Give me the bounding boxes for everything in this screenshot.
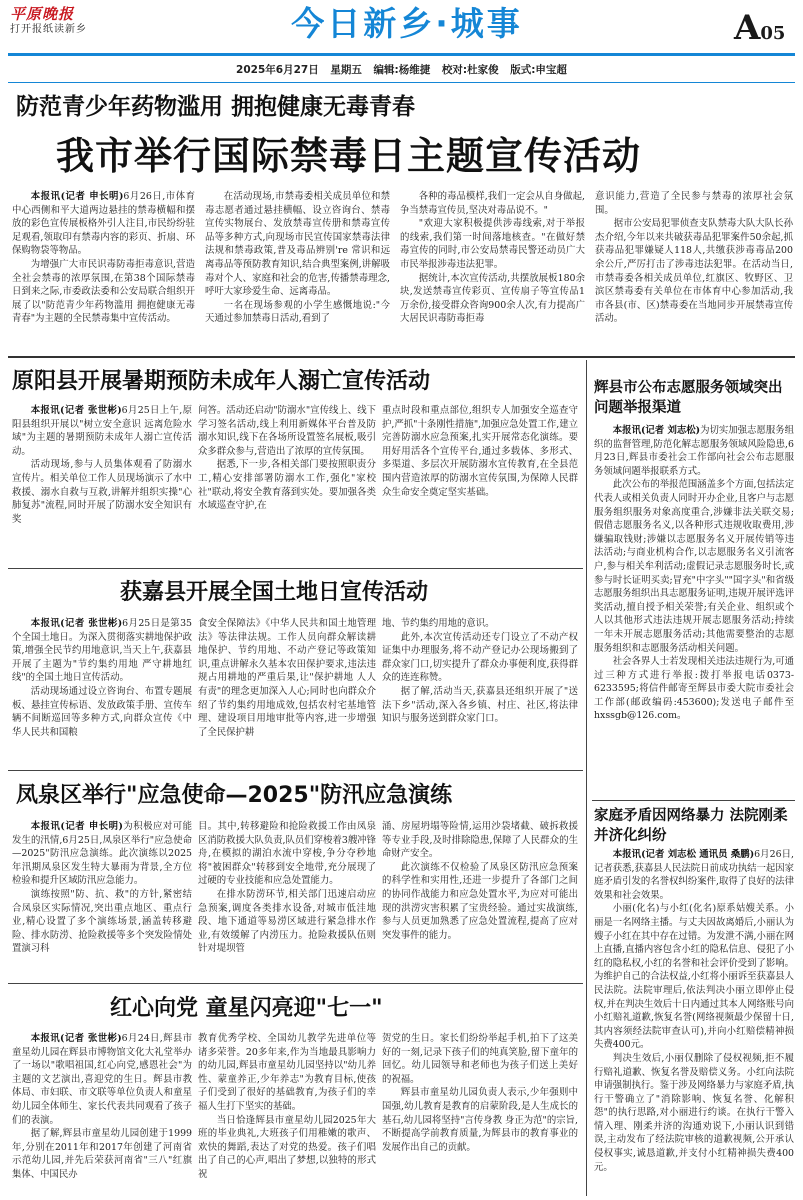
paragraph-text: 活动现场通过设立咨询台、布置专题展板、悬挂宣传标语、发放政策手册、宣传车辆不间断巡回等多种方式,向群众宣传《中华人民共和国粮 [12, 685, 192, 738]
paragraph [594, 655, 794, 723]
paragraph-text: 在排水防涝环节,相关部门迅速启动应急预案,调度各类排水设备,对城市低洼地段、地下通道等易涝区域进行紧急排水作业,有效缓解了内涝压力。抢险救援队伍则针对堤坝管 [198, 888, 376, 955]
issue-date: 2025年6月27日 [236, 64, 319, 76]
lead-column-4 [595, 190, 793, 350]
paragraph-text: 据统计,本次宣传活动,共摆放展板180余块,发送禁毒宣传彩页、宣传扇子等宣传品1万余份,接受群众咨询900余人次,有力提高广大居民识毒防毒拒毒 [400, 272, 585, 325]
paragraph [400, 272, 585, 326]
paragraph-text: 当日恰逢辉县市童星幼儿园2025年大班的毕业典礼,大班孩子们用稚嫩的歌声、欢快的舞蹈,表达了对党的热爱。孩子们唱出了自己的心声,唱出了梦想,以独特的形式祝 [198, 1114, 376, 1180]
yuanyang-column-3 [382, 404, 578, 564]
family-body [594, 848, 794, 1196]
paragraph [594, 478, 794, 655]
lead-kicker: 防范青少年药物滥用 拥抱健康无毒青春 [16, 93, 416, 120]
paragraph [382, 861, 578, 943]
section-title: 今日新乡·城事 [291, 4, 523, 43]
layout-credit: 版式:申宝超 [510, 64, 567, 76]
paragraph-text: 地、节约集约用地的意识。 [382, 618, 495, 629]
lead-column-2 [205, 190, 390, 350]
paragraph [198, 617, 376, 739]
sidebar-divider [586, 360, 587, 1196]
huixian-body [594, 424, 794, 794]
paragraph-text: "欢迎大家积极提供涉毒线索,对于举报的线索,我们第一时间落地核查。"在做好禁毒宣传的同时,市公安局禁毒民警还动员广大市民举报涉毒违法犯罪。 [400, 218, 585, 270]
paragraph-text: 食安全保障法》《中华人民共和国土地管理法》等法律法规。工作人员向群众解读耕地保护、节约用地、不动产登记等政策知识,重点讲解永久基本农田保护要求,违法违规占用耕地的严重后果,让"保护耕地 人人有责"的理念更加深入人心;同时也向群众介绍了节约集约用地成效,包括农村宅基地管理、建设项目用地审批等内容,进一步增强了全民保护耕 [198, 618, 376, 738]
paragraph-text: 6月26日,市体育中心西侧和平大道两边悬挂的禁毒横幅和摆放的彩色宣传展板格外引人注目,市民纷纷驻足观看,领取印有禁毒内容的彩页、折扇、环保购物袋等物品。 [12, 191, 195, 257]
hongxin-column-3 [382, 1032, 578, 1196]
paragraph [595, 190, 793, 217]
paragraph-text: 小丽(化名)与小红(化名)原系姑嫂关系。小丽是一名网络主播。与丈夫因故离婚后,小丽认为嫂子小红在其中存在过错。为发泄不满,小丽在网上直播,直播内容包含小红的隐私信息、侵犯了小红的隐私权,小红的名誉和社会评价受到了影响。为维护自己的合法权益,小红将小丽诉至获嘉县人民法院。法院审理后,依法判决小丽立即停止侵权,并在判决生效后十日内通过其本人网络账号向小红赔礼道歉,恢复名誉(网络视频最少保留十日,其内容须经法院审查认可),并向小红赔偿精神损失费400元。 [594, 903, 794, 1051]
lead-column-3 [400, 190, 585, 350]
dateline [0, 62, 803, 78]
paragraph [382, 617, 578, 631]
paragraph-text: 贺党的生日。家长们纷纷举起手机,拍下了这美好的一刻,记录下孩子们的纯真笑脸,留下童年的回忆。幼儿园领导和老师也为孩子们送上美好的祝福。 [382, 1033, 578, 1085]
paragraph-text: 此外,本次宣传活动还专门设立了不动产权证集中办理服务,将不动产登记办公现场搬到了群众家门口,切实提升了群众办事便利度,获得群众的连连称赞。 [382, 631, 578, 684]
paragraph [382, 685, 578, 726]
fengquan-column-3 [382, 820, 578, 980]
page-letter: A [734, 8, 761, 48]
lead-divider [8, 356, 795, 358]
huojia-column-1 [12, 617, 192, 767]
hongxin-headline: 红心向党 童星闪亮迎"七一" [110, 996, 383, 1021]
fengquan-headline: 凤泉区举行"应急使命—2025"防汛应急演练 [16, 783, 453, 808]
logo-name: 平原晚报 [10, 5, 75, 23]
paragraph-text: 重点时段和重点部位,组织专人加强安全巡查守护,严抓"十条刚性措施",加强应急处置工作,建立完善防溺水应急预案,扎实开展常态化演练。要用好用活各个宣传平台,通过多载体、多形式、多渠道、多层次开展防溺水宣传教育,在全县范围内营造浓厚的防溺水宣传氛围,为保障人民群众生命安全奠定坚实基础。 [382, 405, 578, 498]
huojia-headline: 获嘉县开展全国土地日宣传活动 [120, 580, 429, 605]
paragraph-text: 问答。活动还启动"防溺水"宣传线上、线下学习签名活动,线上利用新媒体平台普及防溺水知识,线下在各场所设置签名展板,吸引众多群众参与,营造出了浓厚的宣传氛围。 [198, 405, 376, 457]
paragraph-text: 意识能力,营造了全民参与禁毒的浓厚社会氛围。 [595, 191, 793, 216]
paragraph-text: 6月26日,记者获悉,获嘉县人民法院日前成功执结一起因家庭矛盾引发的名誉权纠纷案件,取得了良好的法律效果和社会效果。 [594, 849, 794, 901]
sidebar-item-divider [592, 800, 795, 801]
byline: 本报讯(记者 张世彬) [30, 618, 123, 629]
paragraph [12, 1127, 192, 1181]
paragraph [12, 820, 192, 888]
paragraph [594, 424, 794, 478]
paragraph-text: 目。其中,转移避险和抢险救援工作由凤泉区消防救援大队负责,队员们穿梭着3艘冲锋舟,在模拟的湖泊水流中穿梭,争分夺秒地将"被困群众"转移到安全地带,充分展现了过硬的专业技能和应急处置能力。 [198, 821, 376, 887]
byline: 本报讯(记者 张世彬) [30, 1033, 122, 1044]
huojia-divider [8, 770, 583, 771]
yuanyang-divider [8, 568, 583, 569]
yuanyang-column-1 [12, 404, 192, 564]
paragraph-text: 为积极应对可能发生的汛情,6月25日,凤泉区举行"应急使命—2025"防汛应急演练。此次演练以2025年汛期凤泉区发生特大暴雨为背景,全方位检验和提升区域防汛应急能力。 [12, 821, 192, 887]
paragraph-text: 一名在现场参观的小学生感慨地说:"今天通过参加禁毒日活动,看到了 [205, 299, 390, 325]
paragraph [594, 1052, 794, 1174]
issue-weekday: 星期五 [330, 64, 362, 76]
paragraph [382, 820, 578, 861]
paragraph [12, 617, 192, 685]
paragraph [400, 217, 585, 271]
paragraph-text: 6月25日上午,原阳县组织开展以"树立安全意识 远离危险水域"为主题的暑期预防未成年人溺亡宣传活动。 [12, 405, 192, 457]
fengquan-column-2 [198, 820, 376, 980]
paragraph-text: 教育优秀学校、全国幼儿教学先进单位等诸多荣誉。20多年来,作为当地最具影响力的幼儿园,辉县市童星幼儿园坚持以"幼儿养性、蒙童养正,少年养志"为教育目标,使孩子们受到了很好的基础教育,为孩子们的幸福人生打下坚实的基础。 [198, 1033, 376, 1112]
page-number [734, 10, 798, 46]
paragraph-text: 社会各界人士若发现相关违法违规行为,可通过三种方式进行举报:拨打举报电话0373-6233595;将信件邮寄至辉县市委大院市委社会工作部(邮政编码:453600);发送电子邮件至hxssgb@126.com。 [594, 656, 794, 722]
editor-credit: 编辑:杨维捷 [373, 64, 431, 76]
huojia-column-2 [198, 617, 376, 767]
paragraph [382, 1032, 578, 1086]
paragraph-text: 据悉,下一步,各相关部门要按照职责分工,精心安排部署防溺水工作,强化"家校社"联动,将安全教育落到实处。要加强各类水域巡查守护,在 [198, 459, 376, 512]
paragraph-text: 演练按照"防、抗、救"的方针,紧密结合凤泉区实际情况,突出重点地区、重点行业,精心设置了多个演练场景,涵盖转移避险、排水防涝、抢险救援等多个突发险情处置演习科 [12, 888, 192, 955]
paragraph [594, 848, 794, 902]
proof-credit: 校对:杜家俊 [441, 64, 499, 76]
byline: 本报讯(记者 申长明) [30, 821, 123, 832]
paragraph [382, 404, 578, 499]
hongxin-column-2 [198, 1032, 376, 1196]
yuanyang-headline: 原阳县开展暑期预防未成年人溺亡宣传活动 [12, 369, 431, 394]
paragraph-text: 活动现场,参与人员集体观看了防溺水宣传片。相关单位工作人员现场演示了水中救援、溺水自救与互救,讲解并组织实操"心肺复苏"流程,同时开展了防溺水安全知识有奖 [12, 459, 192, 525]
paragraph [12, 1032, 192, 1127]
paragraph-text: 为增强广大市民识毒防毒拒毒意识,营造全社会禁毒的浓厚氛围,在第38个国际禁毒日到来之际,市委政法委和公安局联合组织开展了以"防范青少年药物滥用 拥抱健康无毒青春"为主题的全民禁毒集中宣传活动。 [12, 258, 195, 325]
fengquan-divider [8, 983, 583, 984]
byline: 本报讯(记者 刘志松 通讯员 桑鹏) [612, 849, 755, 860]
paragraph [205, 190, 390, 299]
newspaper-logo [10, 6, 102, 40]
masthead-rule [8, 53, 795, 56]
paragraph-text: 此次公布的举报范围涵盖多个方面,包括法定代表人或相关负责人同时开办企业,且客户与志愿服务组织服务对象高度重合,涉嫌非法关联交易;假借志愿服务名义,以各种形式违规收取费用,涉嫌骗取钱财;涉嫌以志愿服务名义开展传销等违法活动;与商业机构合作,以志愿服务名义引流客户,参与相关牟利活动;虚假记录志愿服务时长,或参与时长证明买卖;冒充"中字头""国字头"和省级志愿服务组织出具志愿服务证明,违规开展评选评奖活动,擅自授予相关荣誉;有关企业、组织或个人以其他形式违法违规开展志愿服务活动;持续一年未开展志愿服务活动;其他需要整治的志愿服务组织和志愿服务活动相关问题。 [594, 479, 794, 654]
paragraph-text: 涌、房屋坍塌等险情,运用沙袋堵截、破拆救援等专业手段,及时排除隐患,保障了人民群众的生命财产安全。 [382, 821, 578, 860]
huixian-headline: 辉县市公布志愿服务领域突出问题举报渠道 [594, 380, 783, 416]
paragraph [594, 902, 794, 1052]
huojia-column-3 [382, 617, 578, 767]
paragraph-text: 判决生效后,小丽仅删除了侵权视频,拒不履行赔礼道歉、恢复名誉及赔偿义务。小红向法院申请强制执行。鉴于涉及网络暴力与家庭矛盾,执行干警确立了"消除影响、恢复名誉、化解积怨"的执行思路,对小丽进行约谈。在执行干警入情入理、刚柔并济的沟通劝说下,小丽认识到错误,主动发布了经法院审核的道歉视频,公开承认侵权事实,诚恳道歉,并支付小红精神损失费400元。 [594, 1052, 794, 1173]
paragraph-text: 在活动现场,市禁毒委相关成员单位和禁毒志愿者通过悬挂横幅、设立咨询台、禁毒宣传实物展台、发放禁毒宣传册和禁毒宣传品等多种方式,向现场市民宣传国家禁毒法律法规和禁毒政策,普及毒品辨别're 常识和远离毒品等预防教育知识,结合典型案例,讲解吸毒对个人、家庭和社会的危害,传播禁毒理念,呼吁大家珍爱生命、远离毒品。 [205, 191, 390, 298]
paragraph [382, 631, 578, 685]
lead-headline: 我市举行国际禁毒日主题宣传活动 [56, 134, 642, 178]
hongxin-column-1 [12, 1032, 192, 1196]
paragraph-text: 据市公安局犯罪侦查支队禁毒大队大队长孙杰介绍,今年以来共破获毒品犯罪案件50余起,抓获毒品犯罪嫌疑人118人,共缴获涉毒毒品200余公斤,严厉打击了涉毒违法犯罪。在活动当日,市禁毒委各相关成员单位,红旗区、牧野区、卫滨区禁毒委有关单位在市体育中心参加活动,我市各县(市、区)禁毒委在当地同步开展禁毒宣传活动。 [595, 218, 793, 325]
byline: 本报讯(记者 申长明) [30, 191, 124, 202]
yuanyang-column-2 [198, 404, 376, 564]
paragraph [12, 685, 192, 739]
paragraph [198, 458, 376, 512]
page-digits: 05 [760, 23, 786, 44]
paragraph-text: 此次演练不仅检验了凤泉区防汛应急预案的科学性和实用性,还进一步提升了各部门之间的协同作战能力和应急处置水平,为应对可能出现的洪涝灾害积累了宝贵经验。通过实战演练,参与人员更加熟悉了应急处置流程,提高了应对突发事件的能力。 [382, 861, 578, 941]
paragraph [12, 190, 195, 258]
paragraph-text: 6月25日是第35个全国土地日。为深入贯彻落实耕地保护政策,增强全民节约用地意识,当天上午,获嘉县开展了主题为"节约集约用地 严守耕地红线"的全国土地日宣传活动。 [12, 618, 192, 684]
logo-slogan: 打开报纸读新乡 [10, 24, 87, 35]
paragraph [382, 1086, 578, 1154]
paragraph [198, 1114, 376, 1182]
dateline-rule [8, 82, 795, 83]
paragraph [12, 404, 192, 458]
paragraph-text: 据了解,活动当天,获嘉县还组织开展了"送法下乡"活动,深入各乡镇、村庄、社区,将法律知识与服务送到群众家门口。 [382, 685, 578, 725]
paragraph-text: 据了解,辉县市童星幼儿园创建于1999年,分别在2011年和2017年创建了河南省示范幼儿园,并先后荣获河南省"三八"红旗集体、中国民办 [12, 1128, 192, 1180]
paragraph [12, 888, 192, 956]
byline: 本报讯(记者 张世彬) [30, 405, 122, 416]
paragraph-text: 6月24日,辉县市童星幼儿园在辉县市博物馆文化大礼堂举办了一场以"歌唱祖国,红心向党,感恩社会"为主题的文艺演出,喜迎党的生日。辉县市教体局、市妇联、市文联等单位负责人和童星幼儿园全体师生、家长代表共同观看了孩子们的表演。 [12, 1033, 192, 1126]
paragraph [595, 217, 793, 326]
byline: 本报讯(记者 刘志松) [612, 425, 701, 436]
family-headline: 家庭矛盾因网络暴力 法院刚柔并济化纠纷 [594, 808, 788, 844]
paragraph [12, 458, 192, 526]
paragraph [198, 820, 376, 888]
paragraph [205, 299, 390, 326]
paragraph [400, 190, 585, 217]
paragraph [198, 404, 376, 458]
paragraph-text: 各种的毒品模样,我们一定会从自身做起,争当禁毒宣传员,坚决对毒品说不。" [400, 191, 585, 216]
paragraph [198, 888, 376, 956]
paragraph-text: 辉县市童星幼儿园负责人表示,少年强则中国强,幼儿教育是教育的启蒙阶段,是人生成长的基石,幼儿园将坚持"言传身教 身正为范"的宗旨,不断提高学前教育质量,为辉县市的教育事业的发展作出自己的贡献。 [382, 1087, 578, 1153]
fengquan-column-1 [12, 820, 192, 980]
paragraph [198, 1032, 376, 1114]
paragraph [12, 258, 195, 326]
lead-column-1 [12, 190, 195, 350]
paragraph-text: 为切实加强志愿服务组织的监督管理,防范化解志愿服务领域风险隐患,6月23日,辉县市委社会工作部向社会公布志愿服务领域问题举报联系方式。 [594, 425, 794, 477]
